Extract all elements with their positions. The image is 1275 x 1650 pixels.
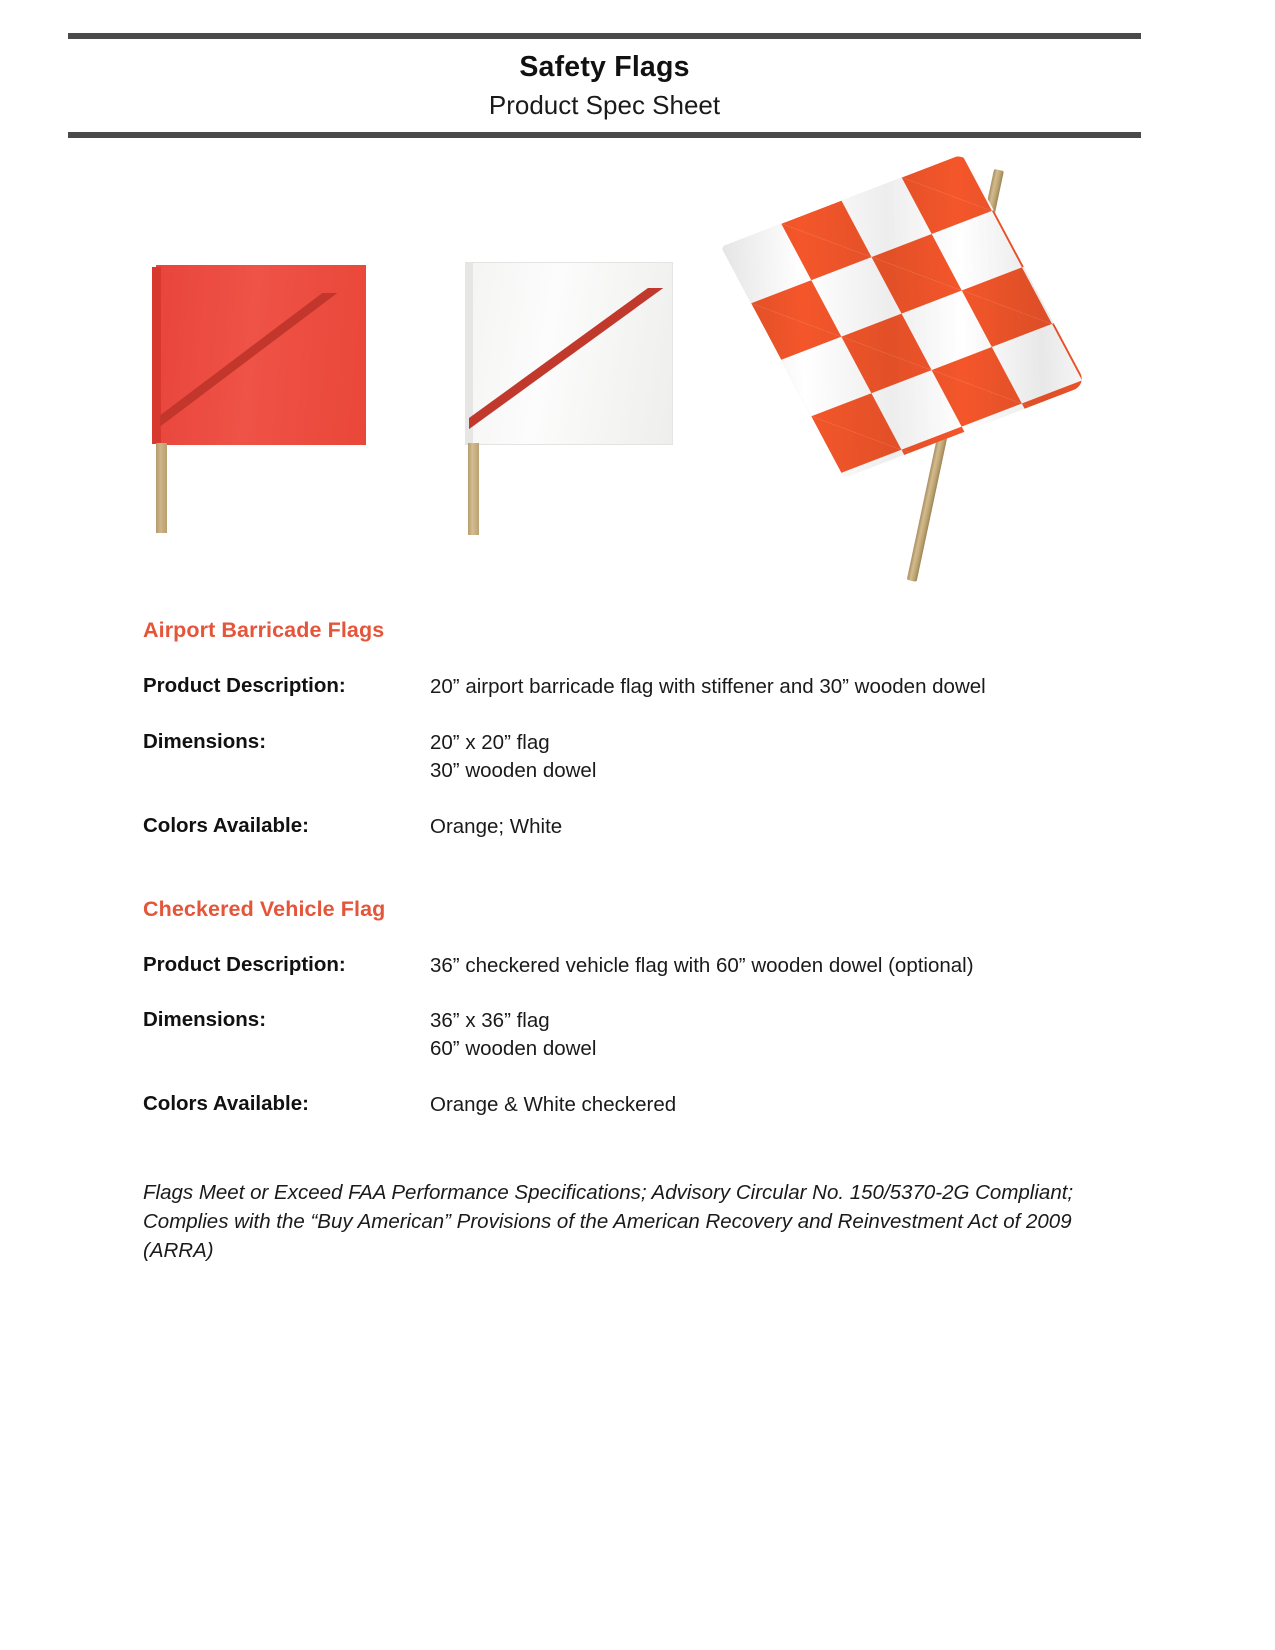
section-checkered-vehicle-flag — [143, 897, 1143, 1120]
spec-value — [430, 1091, 1143, 1119]
wooden-dowel — [156, 443, 167, 533]
spec-label: Dimensions: — [143, 729, 267, 753]
spec-value-line: 20” x 20” flag — [430, 730, 550, 754]
spec-value-line-secondary: 30” wooden dowel — [430, 758, 597, 782]
spec-label: Colors Available: — [143, 1092, 309, 1116]
spec-value — [430, 813, 1143, 841]
spec-row — [143, 1007, 1143, 1063]
cloth-shading — [721, 154, 1087, 478]
checkered-vehicle-flag-photo — [742, 140, 1102, 610]
spec-value — [430, 673, 1143, 701]
section-airport-barricade-flags — [143, 618, 1143, 841]
section-title: Checkered Vehicle Flag — [143, 896, 386, 921]
spec-value-line: 20” airport barricade flag with stiffener and 30” wooden dowel — [430, 675, 986, 698]
spec-value — [430, 729, 1143, 785]
spec-value-line: Orange; White — [430, 814, 563, 838]
flag-stiffener-red — [469, 288, 667, 440]
header-rule-bottom — [68, 132, 1141, 138]
flag-stiffener-orange — [160, 293, 356, 441]
compliance-footnote: Flags Meet or Exceed FAA Performance Specifications; Advisory Circular No. 150/5370-2G Compliant; Complies with the “Buy American” Provisions of the American Recovery and Reinvestment Act of 2009 (ARRA) — [143, 1181, 1074, 1263]
spec-value-line-secondary: 60” wooden dowel — [430, 1037, 597, 1061]
spec-content — [143, 618, 1143, 1147]
header-text-block — [68, 39, 1141, 132]
section-title: Airport Barricade Flags — [143, 618, 385, 642]
wooden-dowel — [468, 443, 479, 535]
page-title: Safety Flags — [519, 51, 690, 83]
document-header — [68, 33, 1141, 138]
spec-label: Product Description: — [143, 952, 346, 976]
section-spacer — [143, 869, 1143, 897]
spec-row — [143, 813, 1143, 841]
page-subtitle: Product Spec Sheet — [488, 89, 721, 120]
spec-row — [143, 729, 1143, 785]
spec-label: Product Description: — [143, 674, 346, 697]
spec-value — [430, 952, 1143, 980]
product-photo-strip — [0, 140, 1275, 610]
spec-value-line: Orange & White checkered — [430, 1093, 677, 1117]
spec-value — [430, 1007, 1143, 1063]
spec-value-line: 36” x 36” flag — [430, 1009, 550, 1033]
spec-row — [143, 952, 1143, 980]
spec-value-line: 36” checkered vehicle flag with 60” wooden dowel (optional) — [430, 953, 974, 977]
spec-label: Dimensions: — [143, 1008, 267, 1032]
spec-label: Colors Available: — [143, 813, 309, 837]
spec-row — [143, 673, 1143, 701]
flag-cloth-checkered — [721, 154, 1087, 478]
spec-row — [143, 1091, 1143, 1119]
